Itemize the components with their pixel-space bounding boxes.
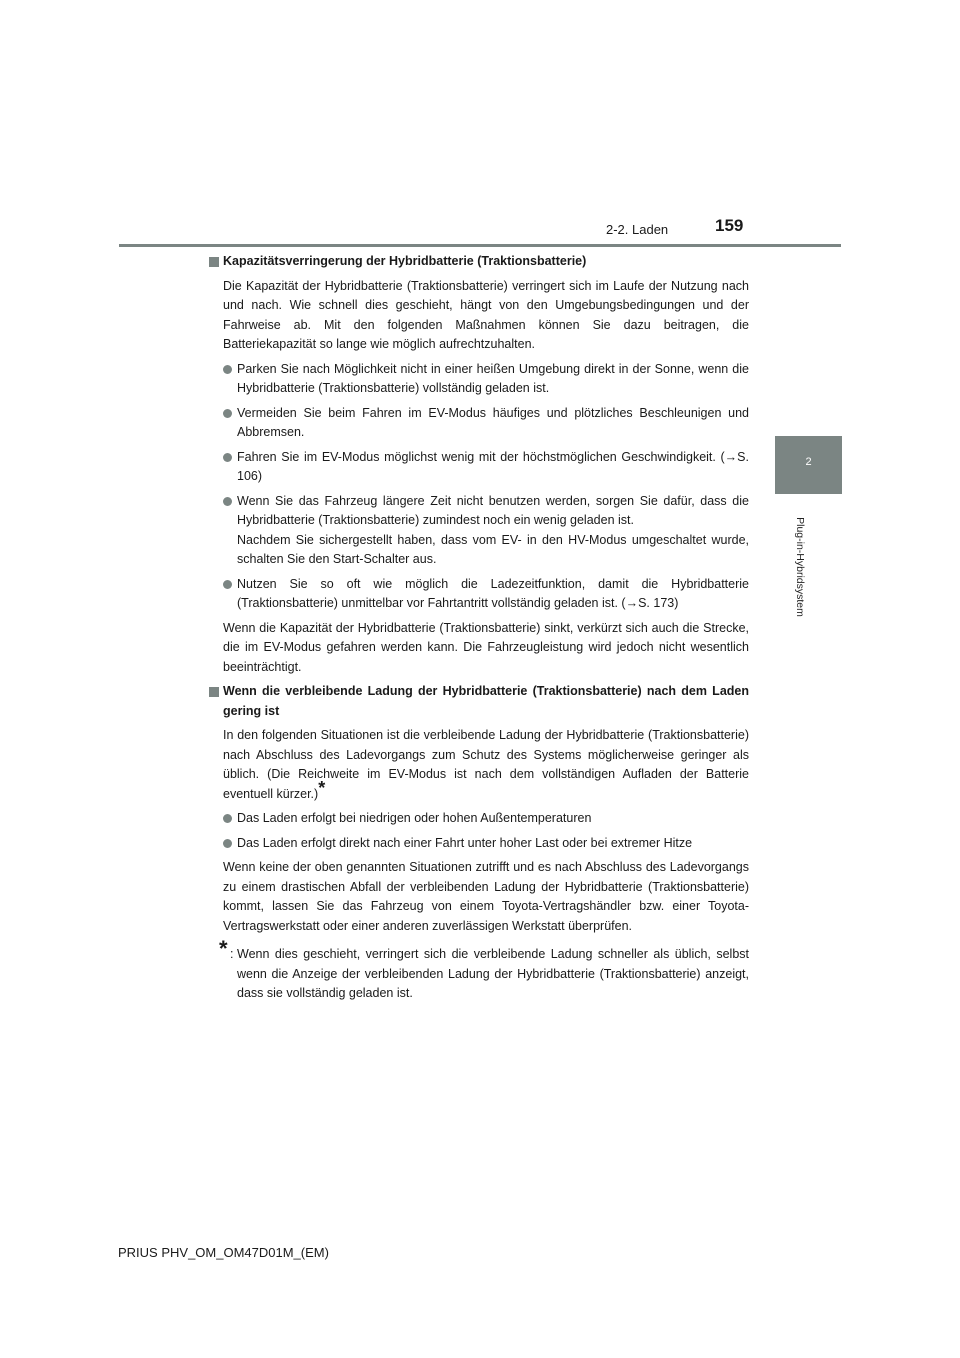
list-item-text: Wenn Sie das Fahrzeug längere Zeit nicht benutzen werden, sorgen Sie dafür, dass die Hybridbatterie (Traktionsbatterie) zumindest noch ein wenig geladen ist. <box>237 493 749 527</box>
chapter-tab <box>775 436 842 494</box>
list-item-text: Fahren Sie im EV-Modus möglichst wenig mit der höchstmöglichen Geschwindigkeit. (→S. 106) <box>237 449 749 483</box>
list-item <box>223 809 749 829</box>
document-id: PRIUS PHV_OM_OM47D01M_(EM) <box>118 1245 329 1260</box>
list-item <box>223 448 749 487</box>
square-bullet-icon <box>209 257 219 267</box>
chapter-number: 2 <box>805 456 812 468</box>
list-item <box>223 575 749 614</box>
footnote-text: Wenn dies geschieht, verringert sich die verbleibende Ladung schneller als üblich, selbst wenn die Anzeige der verbleibenden Ladung der Hybridbatterie (Traktionsbatterie) anzeigt, dass sie vollständig geladen ist. <box>237 947 749 1000</box>
list-item <box>223 492 749 570</box>
list-item <box>223 404 749 443</box>
list-item <box>223 834 749 854</box>
section-heading <box>209 252 749 272</box>
round-bullet-icon <box>223 453 232 462</box>
round-bullet-icon <box>223 814 232 823</box>
paragraph: Wenn keine der oben genannten Situationen zutrifft und es nach Abschluss des Ladevorgangs zu einem drastischen Abfall der verbleibenden Ladung der Hybridbatterie (Traktionsbatterie) kommt, lassen Sie das Fahrzeug von einem Toyota-Vertragshändler bzw. einer Toyota-Vertragswerkstatt oder einer anderen zuverlässigen Werkstatt überprüfen. <box>223 860 749 933</box>
round-bullet-icon <box>223 409 232 418</box>
footnote <box>219 936 749 1004</box>
footnote-marker: * <box>318 777 326 798</box>
list-item <box>223 360 749 399</box>
header-rule <box>119 244 841 247</box>
paragraph: Die Kapazität der Hybridbatterie (Traktionsbatterie) verringert sich im Laufe der Nutzung nach und nach. Wie schnell dies geschieht, hängt von den Umgebungsbedingungen und der Fahrweise ab. Mit den folgenden Maßnahmen können Sie dazu beitragen, die Batteriekapazität so lange wie möglich aufrechtzuhalten. <box>223 278 749 351</box>
list-item-text: Das Laden erfolgt direkt nach einer Fahrt unter hoher Last oder bei extremer Hitze <box>237 835 693 850</box>
page-number: 159 <box>715 216 744 235</box>
section-heading <box>209 682 749 721</box>
footnote-asterisk: * <box>219 936 228 961</box>
chapter-label-text: Plug-in-Hybridsystem <box>794 517 806 617</box>
heading-text: Kapazitätsverringerung der Hybridbatterie (Traktionsbatterie) <box>223 254 587 268</box>
square-bullet-icon <box>209 687 219 697</box>
round-bullet-icon <box>223 580 232 589</box>
section-title: 2-2. Laden <box>606 222 669 237</box>
list-item-text: Nutzen Sie so oft wie möglich die Ladezeitfunktion, damit die Hybridbatterie (Traktionsbatterie) unmittelbar vor Fahrtantritt vollständig geladen ist. (→S. 173) <box>237 576 749 610</box>
paragraph: Wenn die Kapazität der Hybridbatterie (Traktionsbatterie) sinkt, verkürzt sich auch die Strecke, die im EV-Modus gefahren werden kann. Die Fahrzeugleistung wird jedoch nicht wesentlich beeinträchtigt. <box>223 620 749 674</box>
paragraph <box>223 726 749 804</box>
main-content <box>209 252 749 1004</box>
round-bullet-icon <box>223 839 232 848</box>
round-bullet-icon <box>223 497 232 506</box>
round-bullet-icon <box>223 365 232 374</box>
list-item-text: Das Laden erfolgt bei niedrigen oder hohen Außentemperaturen <box>237 811 592 825</box>
list-item-text: Vermeiden Sie beim Fahren im EV-Modus häufiges und plötzliches Beschleunigen und Abbremsen. <box>237 405 749 439</box>
paragraph-text: In den folgenden Situationen ist die verbleibende Ladung der Hybridbatterie (Traktionsbatterie) nach Abschluss des Ladevorgangs zum Schutz des Systems möglicherweise geringer als üblich. (Die Reichweite im EV-Modus ist nach dem vollständigen Aufladen der Batterie eventuell kürzer.) <box>223 728 749 801</box>
footnote-colon: : <box>230 947 234 961</box>
list-item-text: Parken Sie nach Möglichkeit nicht in einer heißen Umgebung direkt in der Sonne, wenn die Hybridbatterie (Traktionsbatterie) vollständig geladen ist. <box>237 361 749 395</box>
list-item-text: Nachdem Sie sichergestellt haben, dass vom EV- in den HV-Modus umgeschaltet wurde, schalten Sie den Start-Schalter aus. <box>237 532 749 566</box>
heading-text: Wenn die verbleibende Ladung der Hybridbatterie (Traktionsbatterie) nach dem Laden gering ist <box>223 684 749 718</box>
chapter-label <box>793 505 807 629</box>
